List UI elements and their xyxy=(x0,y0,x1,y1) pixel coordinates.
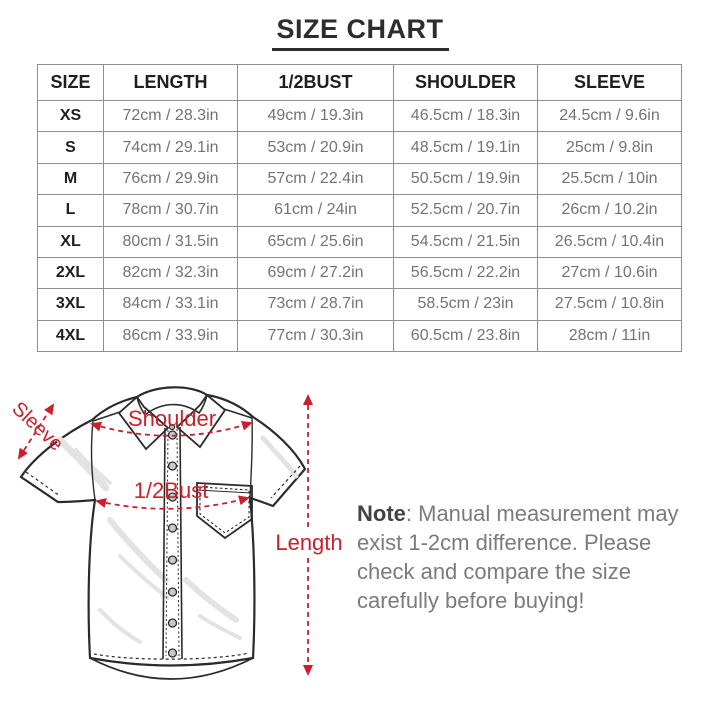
cell-size: 2XL xyxy=(38,257,104,288)
cell-sleeve: 26.5cm / 10.4in xyxy=(538,226,682,257)
cell-shoulder: 48.5cm / 19.1in xyxy=(394,132,538,163)
cell-length: 82cm / 32.3in xyxy=(104,257,238,288)
note-label: Note xyxy=(357,501,406,526)
cell-shoulder: 58.5cm / 23in xyxy=(394,289,538,320)
note-text: : Manual measurement may exist 1-2cm difference. Please check and compare the size carefully before buying! xyxy=(357,501,679,613)
button-placket xyxy=(163,425,182,660)
cell-size: 3XL xyxy=(38,289,104,320)
header-size: SIZE xyxy=(38,65,104,101)
cell-bust: 61cm / 24in xyxy=(238,195,394,226)
length-label: Length xyxy=(272,529,345,557)
cell-shoulder: 56.5cm / 22.2in xyxy=(394,257,538,288)
table-row xyxy=(38,226,682,257)
cell-size: XL xyxy=(38,226,104,257)
bust-label: 1/2Bust xyxy=(133,478,209,503)
header-bust: 1/2BUST xyxy=(238,65,394,101)
note-paragraph xyxy=(357,499,687,615)
shirt-hem xyxy=(90,658,253,679)
cell-length: 74cm / 29.1in xyxy=(104,132,238,163)
cell-bust: 57cm / 22.4in xyxy=(238,163,394,194)
cell-length: 84cm / 33.1in xyxy=(104,289,238,320)
header-shoulder: SHOULDER xyxy=(394,65,538,101)
cell-sleeve: 26cm / 10.2in xyxy=(538,195,682,226)
cell-sleeve: 28cm / 11in xyxy=(538,320,682,351)
cell-size: L xyxy=(38,195,104,226)
cell-sleeve: 25.5cm / 10in xyxy=(538,163,682,194)
cell-shoulder: 60.5cm / 23.8in xyxy=(394,320,538,351)
cell-sleeve: 27.5cm / 10.8in xyxy=(538,289,682,320)
cell-sleeve: 25cm / 9.8in xyxy=(538,132,682,163)
table-row xyxy=(38,195,682,226)
cell-sleeve: 24.5cm / 9.6in xyxy=(538,101,682,132)
sleeve-label: Sleeve xyxy=(7,397,68,456)
cell-bust: 77cm / 30.3in xyxy=(238,320,394,351)
cell-bust: 73cm / 28.7in xyxy=(238,289,394,320)
table-header-row xyxy=(38,65,682,101)
cell-bust: 49cm / 19.3in xyxy=(238,101,394,132)
cell-size: M xyxy=(38,163,104,194)
size-chart-table xyxy=(37,64,682,352)
table-row xyxy=(38,320,682,351)
cell-shoulder: 46.5cm / 18.3in xyxy=(394,101,538,132)
cell-size: 4XL xyxy=(38,320,104,351)
left-armhole-seam xyxy=(92,421,95,500)
cell-length: 78cm / 30.7in xyxy=(104,195,238,226)
cell-bust: 65cm / 25.6in xyxy=(238,226,394,257)
cell-shoulder: 52.5cm / 20.7in xyxy=(394,195,538,226)
cell-shoulder: 50.5cm / 19.9in xyxy=(394,163,538,194)
cell-length: 80cm / 31.5in xyxy=(104,226,238,257)
cell-length: 86cm / 33.9in xyxy=(104,320,238,351)
buttons xyxy=(169,431,177,657)
cell-shoulder: 54.5cm / 21.5in xyxy=(394,226,538,257)
page-title: SIZE CHART xyxy=(0,14,720,51)
header-length: LENGTH xyxy=(104,65,238,101)
table-row xyxy=(38,163,682,194)
table-row xyxy=(38,132,682,163)
header-sleeve: SLEEVE xyxy=(538,65,682,101)
cell-bust: 69cm / 27.2in xyxy=(238,257,394,288)
shoulder-label: Shoulder xyxy=(127,406,217,431)
fabric-wrinkles xyxy=(60,438,296,642)
table-row xyxy=(38,101,682,132)
cell-size: S xyxy=(38,132,104,163)
cell-size: XS xyxy=(38,101,104,132)
table-row xyxy=(38,289,682,320)
cell-length: 72cm / 28.3in xyxy=(104,101,238,132)
table-row xyxy=(38,257,682,288)
cell-length: 76cm / 29.9in xyxy=(104,163,238,194)
cell-bust: 53cm / 20.9in xyxy=(238,132,394,163)
cell-sleeve: 27cm / 10.6in xyxy=(538,257,682,288)
